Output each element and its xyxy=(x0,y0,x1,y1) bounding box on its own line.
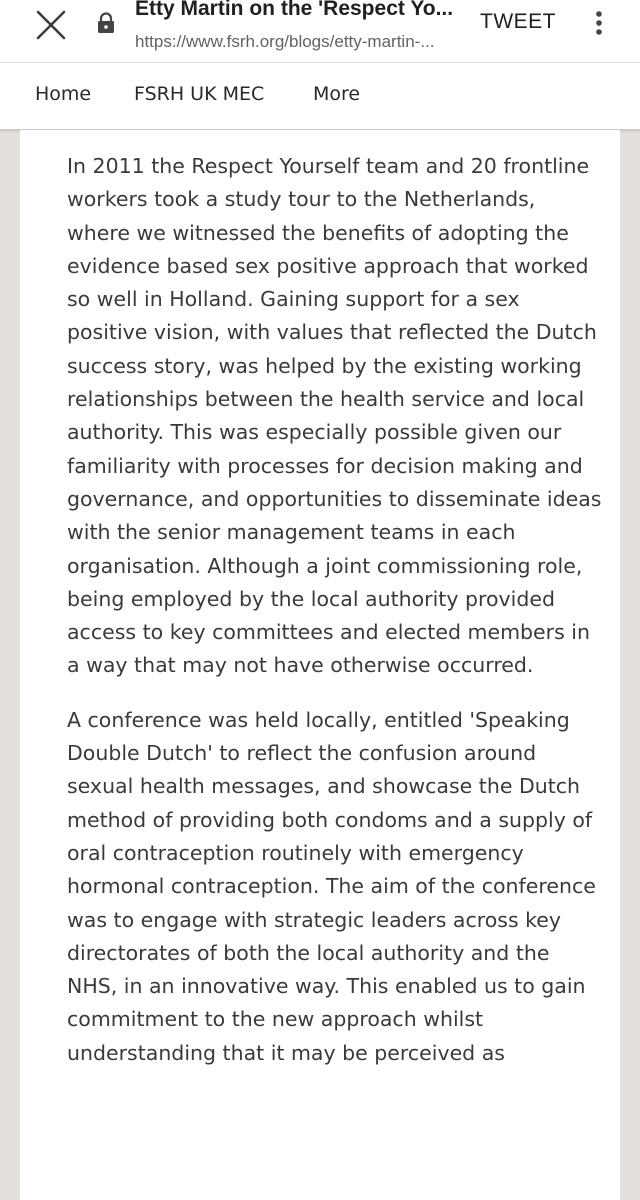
nav-item-fsrh-uk-mec[interactable]: FSRH UK MEC xyxy=(134,83,265,105)
article-paragraph-2: A conference was held locally, entitled 'Speaking Double Dutch' to reflect the confusion around sexual health messages, and showcase the Dutch method of providing both condoms and a supply of oral contraception routinely with emergency hormonal contraception. The aim of the conference was to engage with strategic leaders across key directorates of both the local authority and the NHS, in an innovative way. This enabled us to gain commitment to the new approach whilst understanding that it may be perceived as xyxy=(67,707,596,1065)
close-button[interactable] xyxy=(26,6,76,46)
article-paragraph-1: In 2011 the Respect Yourself team and 20 frontline workers took a study tour to the Netherlands, where we witnessed the benefits of adopting the evidence based sex positive approach that worked so well in Holland. Gaining support for a sex positive vision, with values that reflected the Dutch success story, was helped by the existing working relationships between the health service and local authority. This was especially possible given our familiarity with processes for decision making and governance, and opportunities to disseminate ideas with the senior management teams in each organisation. Although a joint commissioning role, being employed by the local authority provided access to key committees and elected members in a way that may not have otherwise occurred. xyxy=(67,154,602,678)
close-icon xyxy=(26,6,76,46)
browser-toolbar xyxy=(0,0,640,62)
page-title: Etty Martin on the 'Respect Yo... xyxy=(135,0,454,20)
site-navigation xyxy=(0,62,640,129)
more-vert-icon xyxy=(588,8,610,42)
page-url[interactable]: https://www.fsrh.org/blogs/etty-martin-... xyxy=(135,32,435,51)
article-page xyxy=(20,130,620,1200)
tweet-button[interactable]: TWEET xyxy=(480,10,556,33)
nav-item-home[interactable]: Home xyxy=(35,83,92,105)
nav-item-more[interactable]: More xyxy=(313,83,361,105)
overflow-menu-button[interactable] xyxy=(588,8,610,42)
article-body xyxy=(67,150,602,1091)
lock-icon xyxy=(96,12,116,34)
